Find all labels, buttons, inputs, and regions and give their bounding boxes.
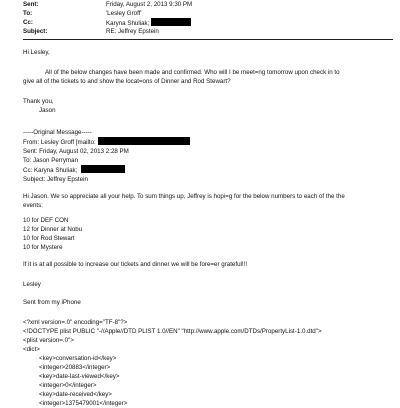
xml-line: <integer>20883</integer> (39, 364, 111, 371)
xml-line: <dict> (23, 346, 40, 353)
redaction-bar (98, 137, 190, 145)
list-item: 10 for Rod Stewart (23, 235, 75, 242)
reply-thanks: Thank you, (23, 98, 54, 105)
original-sent: Sent: Friday, August 02, 2013 2:28 PM (23, 148, 129, 155)
xml-line: <key>date-last-viewed</key> (39, 373, 120, 380)
header-row-sent (23, 0, 393, 9)
xml-line: <plist version=.0"> (23, 337, 74, 344)
sent-value: Friday, August 2, 2013 9:30 PM (106, 1, 193, 8)
original-from-row (23, 137, 383, 147)
header-row-to (23, 9, 393, 18)
reply-body (23, 68, 383, 86)
xml-line: <!DOCTYPE plist PUBLIC "-//Apple//DTD PLIST 1.0//EN" "http://www.apple.com/DTDs/PropertyList-1.0.dtd"> (23, 328, 322, 335)
xml-block (23, 318, 383, 408)
redaction-bar (151, 18, 191, 26)
reply-signature: Jason (39, 107, 56, 114)
subject-label: Subject: (23, 28, 48, 35)
original-cc-row (23, 165, 383, 175)
xml-line: <key>date-received</key> (39, 391, 112, 398)
list-item: 12 for Dinner at Nobu (23, 226, 83, 233)
list-item: 10 for DEF CON (23, 217, 69, 224)
message-line-2: events: (23, 202, 43, 209)
message-intro (23, 192, 383, 210)
xml-line: <?xml version=.0" encoding="TF-8"?> (23, 319, 128, 326)
original-to: To: Jason Perryman (23, 157, 79, 164)
subject-value: RE: Jeffrey Epstein (106, 28, 159, 35)
original-message (23, 128, 383, 184)
original-from: From: Lesley Groff [mailto: (23, 139, 96, 146)
reply-body-line-1: All of the below changes have been made and confirmed. Who will I be meet=ng tomorrow upon check in to (45, 69, 340, 76)
cc-value: Karyna Shuliak; (106, 20, 150, 27)
xml-line: <integer>0</integer> (39, 382, 97, 389)
sent-label: Sent: (23, 1, 39, 8)
sent-from-iphone: Sent from my iPhone (23, 299, 81, 306)
to-value: 'Lesley Groff' (106, 10, 142, 17)
ticket-list (23, 216, 383, 252)
cc-value-wrap (106, 18, 393, 27)
list-item: 10 for Mystere (23, 244, 63, 251)
to-label: To: (23, 10, 33, 17)
header-row-subject (23, 27, 393, 40)
original-cc: Cc: Karyna Shuliak; (23, 167, 80, 174)
message-line-1: Hi Jason. We so appreciate all your help. To sum things up, Jeffrey is hopi=g for the below numbers to each of the the (23, 193, 345, 200)
reply-body-line-2: give all of the tickets to and show the locat=ons of Dinner and Rod Stewart? (23, 78, 231, 85)
original-subject: Subject: Jeffrey Epstein (23, 176, 88, 183)
header-row-cc (23, 18, 393, 27)
cc-label: Cc: (23, 19, 33, 26)
xml-line: <integer>1375479001</integer> (39, 400, 128, 407)
message-name: Lesley (23, 281, 41, 288)
xml-line: <key>conversation-id</key> (39, 355, 117, 362)
email-header (23, 0, 393, 40)
original-divider: -----Original Message----- (23, 129, 92, 136)
message-closing: If it is at all possible to increase our tickets and dinner we will be fore=er grateful!!! (23, 261, 248, 268)
redaction-bar (81, 165, 125, 173)
reply-greeting: Hi Lesley, (23, 49, 50, 56)
